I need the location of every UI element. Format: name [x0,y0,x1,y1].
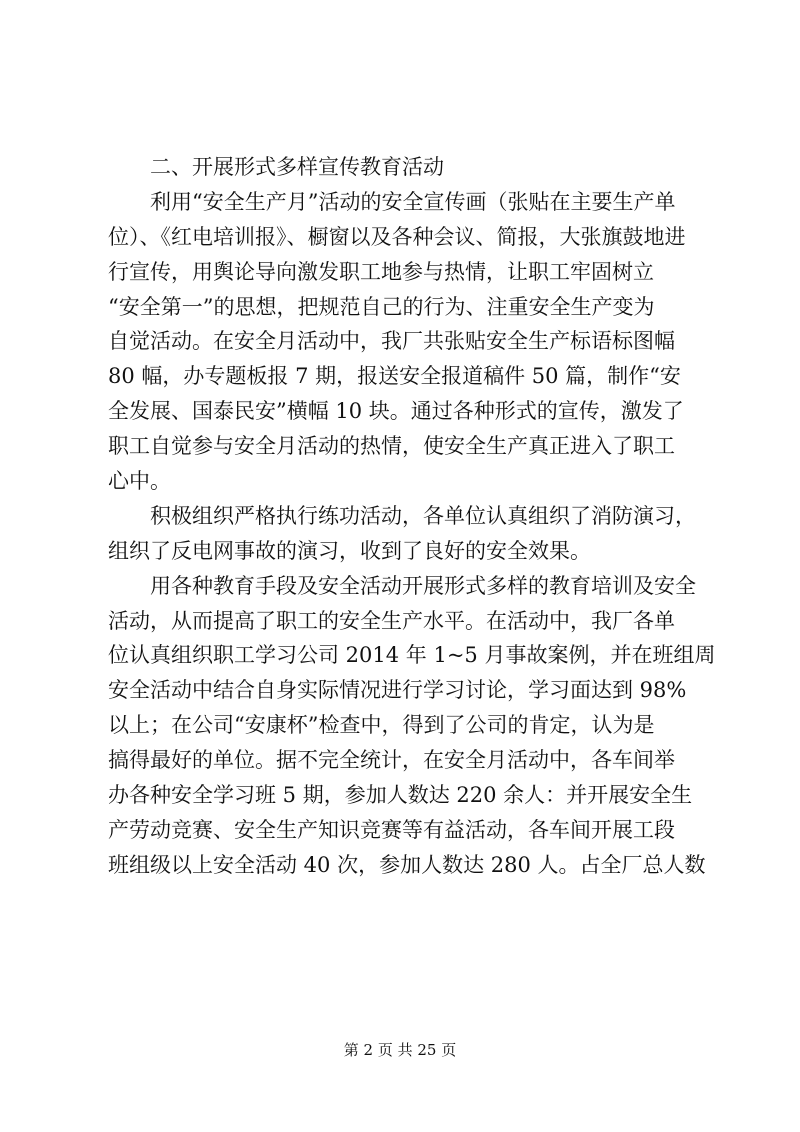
section-heading: 二、开展形式多样宣传教育活动 [150,155,444,179]
paragraph-line: 位）、《红电培训报》、橱窗以及各种会议、简报，大张旗鼓地进 [108,224,686,249]
paragraph-line: 活动，从而提高了职工的安全生产水平。在活动中，我厂各单 [108,608,675,633]
paragraph-line: 位认真组织职工学习公司 2014 年 1~5 月事故案例，并在班组周 [108,643,716,668]
paragraph-line: “安全第一”的思想，把规范自己的行为、注重安全生产变为 [108,294,655,319]
paragraph-line: 组织了反电网事故的演习，收到了良好的安全效果。 [108,538,591,563]
paragraph-line: 行宣传，用舆论导向激发职工地参与热情，让职工牢固树立 [108,259,654,284]
paragraph-line: 利用“安全生产月”活动的安全宣传画（张贴在主要生产单 [150,189,676,214]
paragraph-line: 用各种教育手段及安全活动开展形式多样的教育培训及安全 [150,573,696,598]
paragraph-line: 办各种安全学习班 5 期，参加人数达 220 余人：并开展安全生 [108,783,693,808]
paragraph-line: 职工自觉参与安全月活动的热情，使安全生产真正进入了职工 [108,434,675,459]
paragraph-line: 安全活动中结合自身实际情况进行学习讨论，学习面达到 98% [108,678,687,703]
paragraph-line: 80 幅，办专题板报 7 期，报送安全报道稿件 50 篇，制作“安 [108,364,681,389]
paragraph-line: 产劳动竞赛、安全生产知识竞赛等有益活动，各车间开展工段 [108,817,675,842]
page-number-footer: 第 2 页 共 25 页 [343,1041,457,1059]
paragraph-line: 班组级以上安全活动 40 次，参加人数达 280 人。占全厂总人数 [108,852,706,877]
paragraph-line: 积极组织严格执行练功活动，各单位认真组织了消防演习， [150,503,696,528]
paragraph-line: 搞得最好的单位。据不完全统计，在安全月活动中，各车间举 [108,748,675,773]
paragraph-line: 心中。 [108,469,171,494]
paragraph-line: 自觉活动。在安全月活动中，我厂共张贴安全生产标语标图幅 [108,329,675,354]
paragraph-line: 全发展、国泰民安”横幅 10 块。通过各种形式的宣传，激发了 [108,399,684,424]
paragraph-line: 以上；在公司“安康杯”检查中，得到了公司的肯定，认为是 [108,713,655,738]
document-body [108,150,716,883]
